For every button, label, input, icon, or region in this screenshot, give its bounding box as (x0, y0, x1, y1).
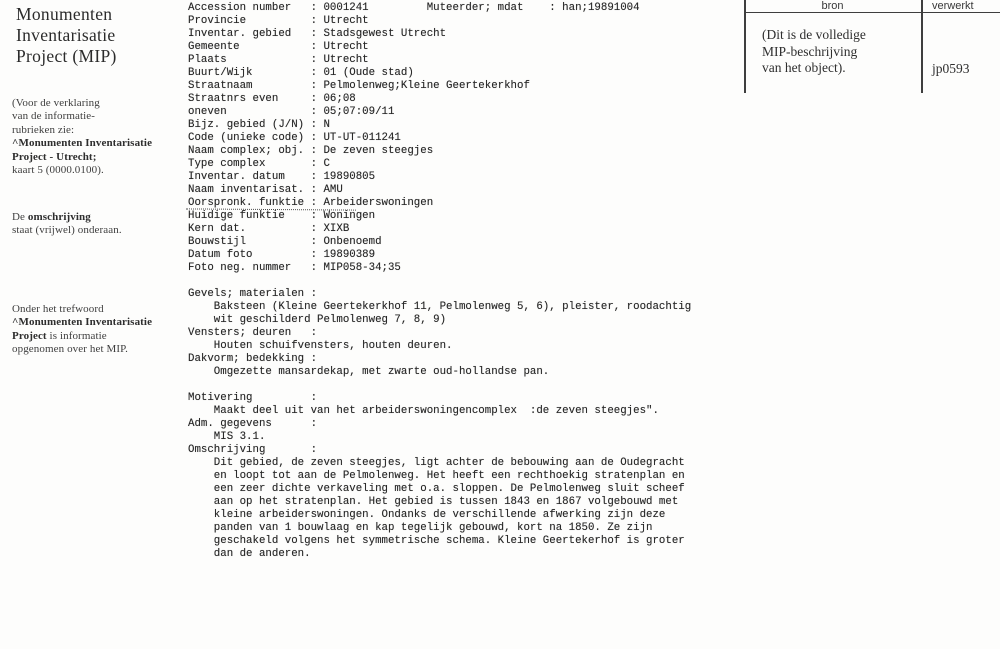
typewriter-line: MIS 3.1. (188, 431, 266, 443)
typewriter-line: en loopt tot aan de Pelmolenweg. Het heeft een rechthoekig stratenplan en (188, 470, 685, 482)
typewriter-line: Vensters; deuren : (188, 327, 318, 339)
typewriter-line: Plaats : Utrecht (188, 54, 369, 66)
typewriter-line: oneven : 05;07:09/11 (188, 106, 395, 118)
typewriter-line: Buurt/Wijk : 01 (Oude stad) (188, 67, 414, 79)
sidebar-note-omschrijving (12, 211, 122, 238)
typewriter-line: Bijz. gebied (J/N) : N (188, 119, 330, 131)
typewriter-line: Omschrijving : (188, 444, 318, 456)
sidebar-note-trefwoord (12, 303, 152, 357)
note-line (12, 330, 152, 343)
note-line: van de informatie- (12, 110, 96, 123)
typewriter-line: Dit gebied, de zeven steegjes, ligt achter de bebouwing aan de Oudegracht (188, 457, 685, 469)
note-text-bold: Project (12, 329, 47, 342)
typewriter-line: panden van 1 bouwlaag en kap tegelijk gebouwd, kort na 1850. Ze zijn (188, 522, 653, 534)
typewriter-record (188, 2, 691, 561)
typewriter-line: Kern dat. : XIXB (188, 223, 350, 235)
typewriter-line: Houten schuifvensters, houten deuren. (188, 340, 453, 352)
note-line: Onder het trefwoord (12, 303, 104, 315)
typewriter-line: aan op het stratenplan. Het gebied is tussen 1843 en 1867 volgebouwd met (188, 496, 679, 508)
note-line-bold: ^Monumenten Inventarisatie (12, 316, 153, 329)
note-line (12, 211, 122, 224)
document-title (16, 4, 117, 67)
verwerkt-column-header: verwerkt (932, 0, 974, 12)
document-title-line: Inventarisatie (16, 25, 116, 45)
typewriter-line: Dakvorm; bedekking : (188, 353, 318, 365)
typewriter-line: Accession number : 0001241 Muteerder; mdat : han;19891004 (188, 2, 640, 14)
document-title-line: Monumenten (16, 4, 113, 24)
note-text: is informatie (46, 329, 107, 342)
note-text-bold: omschrijving (27, 211, 91, 223)
typewriter-line: Inventar. gebied : Stadsgewest Utrecht (188, 28, 447, 40)
typewriter-line: een zeer dichte verkaveling met o.a. sloppen. De Pelmolenweg sluit scheef (188, 483, 685, 495)
processed-code: jp0593 (932, 61, 970, 76)
typewriter-line: Naam complex; obj. : De zeven steegjes (188, 145, 434, 157)
note-line: staat (vrijwel) onderaan. (12, 224, 122, 237)
typewriter-line: Straatnaam : Pelmolenweg;Kleine Geertekerkhof (188, 80, 530, 92)
typewriter-line: Provincie : Utrecht (188, 15, 369, 27)
typewriter-line: dan de anderen. (188, 548, 311, 560)
typewriter-line: Huidige funktie : Woningen (188, 210, 376, 222)
typewriter-line: Omgezette mansardekap, met zwarte oud-hollandse pan. (188, 366, 550, 378)
stamp-note (762, 27, 922, 77)
typewriter-line: wit geschilderd Pelmolenweg 7, 8, 9) (188, 314, 447, 326)
typewriter-line: Adm. gegevens : (188, 418, 318, 430)
typewriter-line: Gemeente : Utrecht (188, 41, 369, 53)
typewriter-line: Inventar. datum : 19890805 (188, 171, 376, 183)
typewriter-line: Baksteen (Kleine Geertekerkhof 11, Pelmolenweg 5, 6), pleister, roodachtig (188, 301, 692, 313)
note-line: kaart 5 (0000.0100). (12, 164, 104, 177)
typewriter-line (188, 379, 691, 392)
typewriter-line: geschakeld volgens het symmetrische schema. Kleine Geertekerhof is groter (188, 535, 685, 547)
sidebar-note-legend (12, 97, 152, 177)
typewriter-line: Foto neg. nummer : MIP058-34;35 (188, 262, 401, 274)
note-line: (Voor de verklaring (12, 97, 100, 109)
typewriter-line: Gevels; materialen : (188, 288, 318, 300)
typewriter-line: Naam inventarisat. : AMU (188, 184, 343, 196)
typewriter-line: Code (unieke code) : UT-UT-011241 (188, 132, 401, 144)
stamp-note-line: (Dit is de volledige (762, 27, 866, 42)
note-line: rubrieken zie: (12, 123, 75, 136)
typewriter-line: Motivering : (188, 392, 318, 404)
document-title-line: Project (MIP) (16, 46, 117, 66)
note-text: De (12, 211, 28, 223)
note-line-bold: Project - Utrecht; (12, 150, 97, 163)
stamp-table-border-left (744, 0, 746, 93)
stamp-note-line: van het object). (762, 60, 846, 75)
typewriter-line: kleine arbeiderswoningen. Ondanks de verschillende afwerking zijn deze (188, 509, 666, 521)
typewriter-line: Type complex : C (188, 158, 330, 170)
note-line: opgenomen over het MIP. (12, 343, 128, 356)
bron-column-header: bron (821, 0, 844, 12)
typewriter-line: Straatnrs even : 06;08 (188, 93, 356, 105)
typewriter-line (188, 275, 691, 288)
typewriter-line: Oorspronk. funktie : Arbeiderswoningen (188, 197, 434, 209)
typewriter-line: Maakt deel uit van het arbeiderswoningencomplex :de zeven steegjes". (188, 405, 659, 417)
typewriter-line: Bouwstijl : Onbenoemd (188, 236, 382, 248)
stamp-note-line: MIP-beschrijving (762, 43, 858, 59)
note-line-bold: ^Monumenten Inventarisatie (12, 137, 153, 150)
typewriter-line: Datum foto : 19890389 (188, 249, 376, 261)
